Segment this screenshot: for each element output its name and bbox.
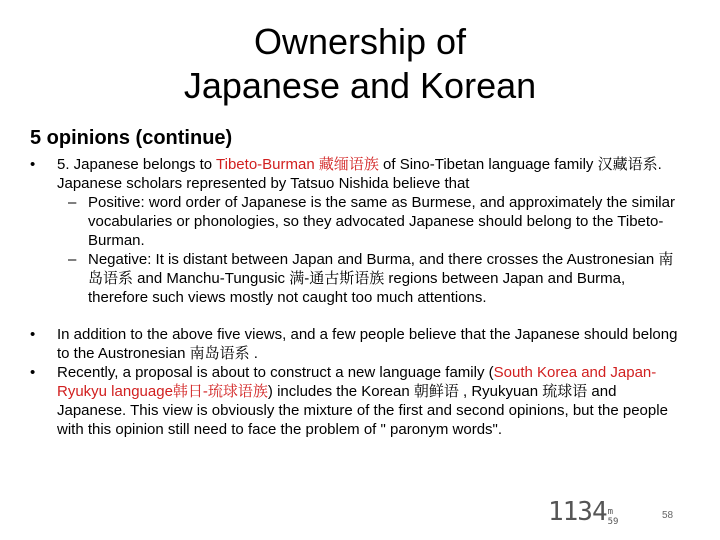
spacer [30, 307, 685, 325]
watermark-small [608, 507, 619, 527]
bullet-item [30, 363, 685, 439]
sub-bullet-negative-text: Negative: It is distant between Japan and Burma, and there crosses the Austronesian 南岛语系 and Manchu-Tungusic 满-通古斯语族 regions between Japan and Burma, therefore such views mostly not caught too much attentions. [88, 251, 674, 306]
watermark-small-top: m [607, 507, 614, 517]
bullet-1-highlight: Tibeto-Burman 藏缅语族 [216, 156, 379, 173]
sub-bullet-negative [30, 250, 685, 307]
bullet-item [30, 155, 685, 193]
bullet-3-text-b: ) includes the Korean 朝鲜语 , Ryukyuan 琉球语 and Japanese. This view is obviously the mixture of the first and second opinions, but the people with this opinion still need to face the problem of " paronym words". [57, 383, 668, 438]
sub-bullet-positive [30, 193, 685, 250]
watermark-small-bottom: 59 [607, 517, 619, 527]
bullet-2-text: In addition to the above five views, and a few people believe that the Japanese should belong to the Austronesian 南岛语系 . [57, 326, 678, 362]
sub-bullet-positive-text: Positive: word order of Japanese is the same as Burmese, and approximately the similar vocabularies or phonologies, so they advocated Japanese should belong to the Tibeto-Burman. [88, 194, 675, 249]
slide-body [30, 155, 685, 439]
bullet-item [30, 325, 685, 363]
bullet-marker: • [30, 156, 36, 173]
bullet-marker: • [30, 364, 36, 381]
sub-bullet-marker: – [68, 251, 77, 268]
watermark-badge [548, 497, 619, 527]
slide-title [0, 20, 720, 108]
bullet-1-text-b: of Sino-Tibetan language family 汉藏语系. Japanese scholars represented by Tatsuo Nishida believe that [57, 156, 662, 192]
bullet-marker: • [30, 326, 36, 343]
bullet-1-text-a: 5. Japanese belongs to [57, 156, 217, 173]
title-line-2: Japanese and Korean [183, 65, 537, 106]
page-number: 58 [662, 510, 674, 521]
bullet-3-text-a: Recently, a proposal is about to construct a new language family ( [57, 364, 494, 381]
section-subheading: 5 opinions (continue) [30, 127, 233, 149]
sub-bullet-marker: – [68, 194, 77, 211]
title-line-1: Ownership of [253, 21, 467, 62]
watermark-number: 1134 [548, 497, 607, 527]
bullet-3-highlight: South Korea and Japan-Ryukyu language韩日-琉球语族 [57, 364, 657, 400]
